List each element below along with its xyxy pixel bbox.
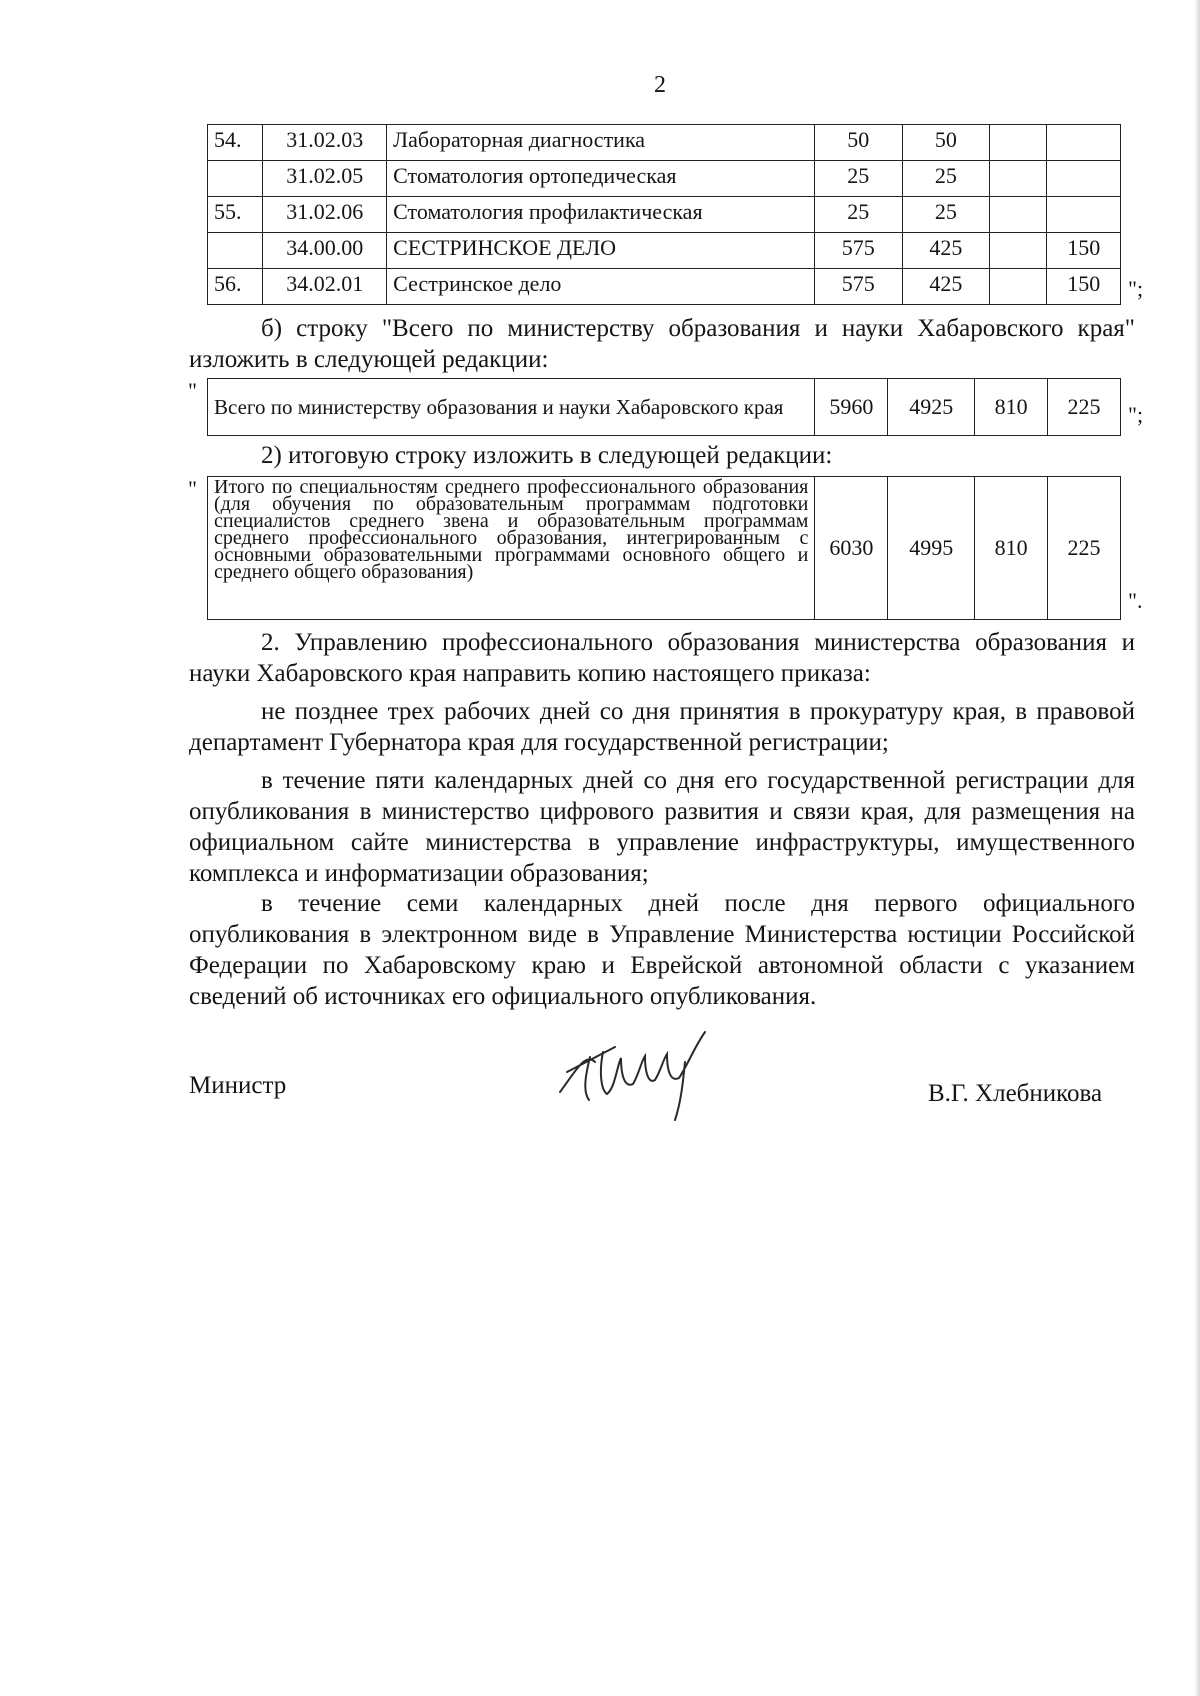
signatory-name: В.Г. Хлебникова xyxy=(928,1080,1103,1107)
table-row xyxy=(208,197,1121,233)
table-cell xyxy=(1047,161,1121,197)
row-number xyxy=(208,161,263,197)
specialty-name: Стоматология профилактическая xyxy=(387,197,815,233)
table-cell: 25 xyxy=(814,197,902,233)
table-row xyxy=(208,125,1121,161)
table-cell: 6030 xyxy=(815,477,888,620)
row-number: 54. xyxy=(208,125,263,161)
table-cell: 425 xyxy=(902,269,990,305)
table-cell: 4925 xyxy=(888,379,975,436)
opening-quote: " xyxy=(188,378,197,403)
table-cell: 5960 xyxy=(815,379,888,436)
specialty-name: СЕСТРИНСКОЕ ДЕЛО xyxy=(387,233,815,269)
scan-edge xyxy=(1194,0,1200,1696)
table-cell: 810 xyxy=(975,379,1048,436)
grand-total-table xyxy=(207,476,1121,620)
total-row-label: Всего по министерству образования и науки Хабаровского края xyxy=(208,379,815,436)
table-row xyxy=(208,477,1121,620)
specialty-code: 34.02.01 xyxy=(263,269,387,305)
closing-quote: "; xyxy=(1128,402,1144,427)
table-cell: 810 xyxy=(975,477,1048,620)
paragraph-item-2: 2. Управлению профессионального образования министерства образования и науки Хабаровского края направить копию настоящего приказа: xyxy=(189,629,1135,687)
table-row xyxy=(208,161,1121,197)
closing-quote: "; xyxy=(1128,276,1144,301)
page-number: 2 xyxy=(654,72,666,98)
table-cell: 575 xyxy=(814,233,902,269)
table-cell xyxy=(990,233,1047,269)
row-number xyxy=(208,233,263,269)
table-cell: 225 xyxy=(1048,379,1121,436)
table-row xyxy=(208,379,1121,436)
paragraph-deadline-2: в течение пяти календарных дней со дня его государственной регистрации для опубликования в министерство цифрового развития и связи края, для размещения на официальном сайте министерства в управление инфраструктуры, имущественного комплекса и информатизации образования; xyxy=(189,767,1135,887)
table-cell xyxy=(1047,125,1121,161)
grand-total-label: Итого по специальностям среднего профессионального образования (для обучения по образовательным программам подготовки специалистов среднего звена и образовательным программам среднего профессионального образования, интегрированным с основными образовательными программами основного общего и среднего общего образования) xyxy=(208,477,815,620)
table-row xyxy=(208,269,1121,305)
table-cell xyxy=(990,269,1047,305)
paragraph-deadline-1: не позднее трех рабочих дней со дня принятия в прокуратуру края, в правовой департамент Губернатора края для государственной регистрации; xyxy=(189,698,1135,756)
specialties-table xyxy=(207,124,1121,305)
table-cell: 575 xyxy=(814,269,902,305)
table-cell: 4995 xyxy=(888,477,975,620)
table-cell: 25 xyxy=(902,197,990,233)
closing-quote: ". xyxy=(1128,588,1143,613)
table-cell: 25 xyxy=(902,161,990,197)
opening-quote: " xyxy=(188,476,197,501)
specialty-code: 31.02.06 xyxy=(263,197,387,233)
specialty-code: 31.02.03 xyxy=(263,125,387,161)
specialty-name: Стоматология ортопедическая xyxy=(387,161,815,197)
table-cell xyxy=(990,197,1047,233)
table-cell: 50 xyxy=(902,125,990,161)
table-cell: 150 xyxy=(1047,269,1121,305)
signature-image xyxy=(555,1022,735,1122)
row-number: 56. xyxy=(208,269,263,305)
table-cell: 225 xyxy=(1048,477,1121,620)
ministry-total-table xyxy=(207,378,1121,436)
paragraph-2: 2) итоговую строку изложить в следующей редакции: xyxy=(261,442,833,469)
table-cell xyxy=(990,161,1047,197)
table-cell xyxy=(1047,197,1121,233)
table-cell: 425 xyxy=(902,233,990,269)
row-number: 55. xyxy=(208,197,263,233)
specialty-name: Сестринское дело xyxy=(387,269,815,305)
signatory-title: Министр xyxy=(189,1072,287,1099)
paragraph-deadline-3: в течение семи календарных дней после дня первого официального опубликования в электронном виде в Управление Министерства юстиции Российской Федерации по Хабаровскому краю и Еврейской автономной области с указанием сведений об источниках его официального опубликования. xyxy=(189,890,1135,1010)
table-cell: 50 xyxy=(814,125,902,161)
paragraph-b: б) строку "Всего по министерству образования и науки Хабаровского края" изложить в следующей редакции: xyxy=(189,315,1135,373)
specialty-name: Лабораторная диагностика xyxy=(387,125,815,161)
table-row xyxy=(208,233,1121,269)
table-cell xyxy=(990,125,1047,161)
table-cell: 150 xyxy=(1047,233,1121,269)
specialty-code: 34.00.00 xyxy=(263,233,387,269)
table-cell: 25 xyxy=(814,161,902,197)
specialty-code: 31.02.05 xyxy=(263,161,387,197)
